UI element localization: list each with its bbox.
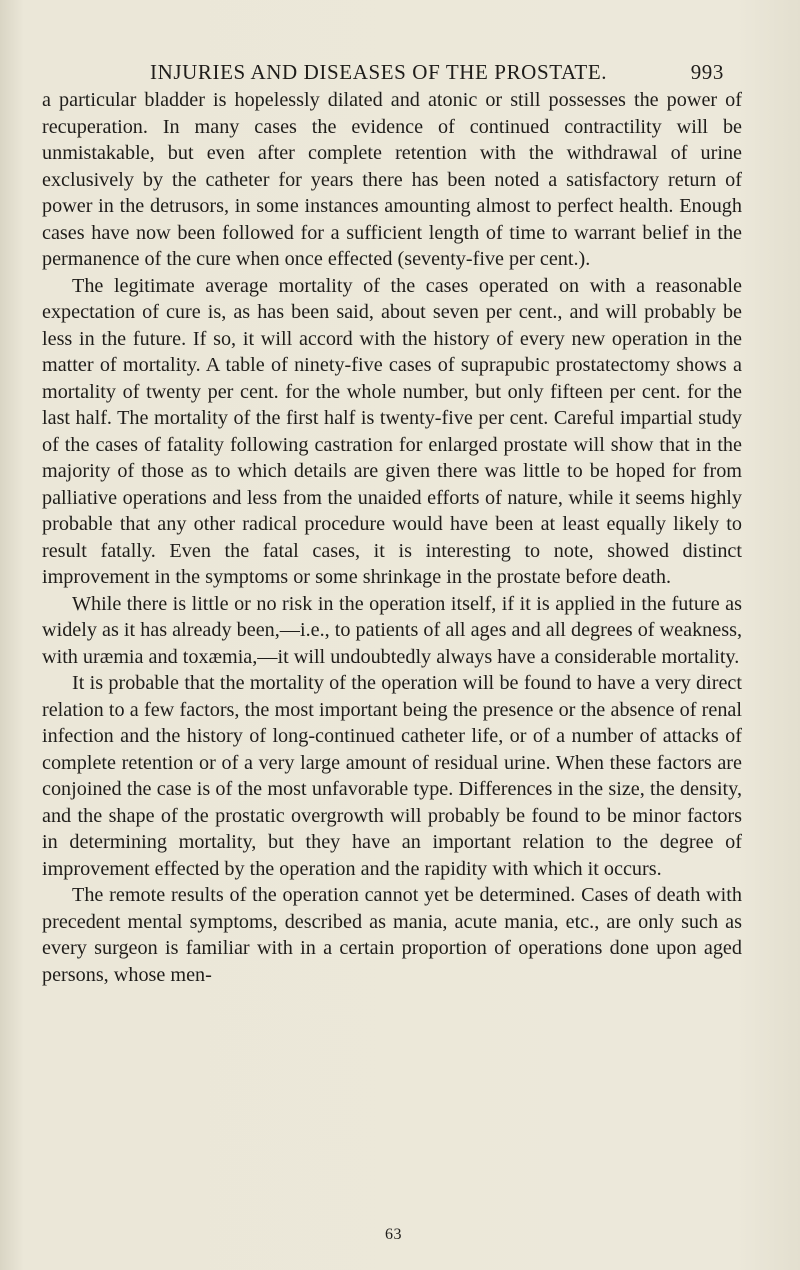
paragraph-continued: a particular bladder is hopelessly dilated and atonic or still possesses the power of recuperation. In many cases the evidence of continued contractility will be unmistakable, but even after complete retention with the withdrawal of urine exclusively by the catheter for years there has been noted a satisfactory return of power in the detrusors, in some instances amounting almost to perfect health. Enough cases have now been followed for a sufficient length of time to warrant belief in the permanence of the cure when once effected (seventy-five per cent.). xyxy=(42,89,742,270)
running-head: INJURIES AND DISEASES OF THE PROSTATE. xyxy=(150,60,608,84)
body-text xyxy=(42,87,742,988)
paragraph-mortality: The legitimate average mortality of the cases operated on with a reasonable expectation of cure is, as has been said, about seven per cent., and will probably be less in the future. If so, it will accord with the history of every new operation in the matter of mortality. A table of ninety-five cases of suprapubic prostatectomy shows a mortality of twenty per cent. for the whole number, but only fifteen per cent. for the last half. The mortality of the first half is twenty-five per cent. Careful impartial study of the cases of fatality following castration for enlarged prostate will show that in the majority of those as to which details are given there was little to be hoped for from palliative operations and less from the unaided efforts of nature, while it seems highly probable that any other radical procedure would have been at least equally likely to result fatally. Even the fatal cases, it is interesting to note, showed distinct improvement in the symptoms or some shrinkage in the prostate before death. xyxy=(42,274,742,588)
paragraph-risk: While there is little or no risk in the operation itself, if it is applied in the future as widely as it has already been,—i.e., to patients of all ages and all degrees of weakness, with uræmia and toxæmia,—it will undoubtedly always have a considerable mortality. xyxy=(42,592,742,668)
signature-mark: 63 xyxy=(385,1226,402,1243)
page-header xyxy=(150,60,730,90)
paragraph-factors: It is probable that the mortality of the operation will be found to have a very direct relation to a few factors, the most important being the presence or the absence of renal infection and the history of long-continued catheter life, or of a number of attacks of complete retention or of a very large amount of residual urine. When these factors are conjoined the case is of the most unfavorable type. Differences in the size, the density, and the shape of the prostatic overgrowth will probably be found to be minor factors in determining mortality, but they have an important relation to the degree of improvement effected by the operation and the rapidity with which it occurs. xyxy=(42,672,742,880)
page-number: 993 xyxy=(690,60,724,84)
paragraph-remote-results: The remote results of the operation cannot yet be determined. Cases of death with precedent mental symptoms, described as mania, acute mania, etc., are only such as every surgeon is familiar with in a certain proportion of operations done upon aged persons, whose men- xyxy=(42,884,742,986)
